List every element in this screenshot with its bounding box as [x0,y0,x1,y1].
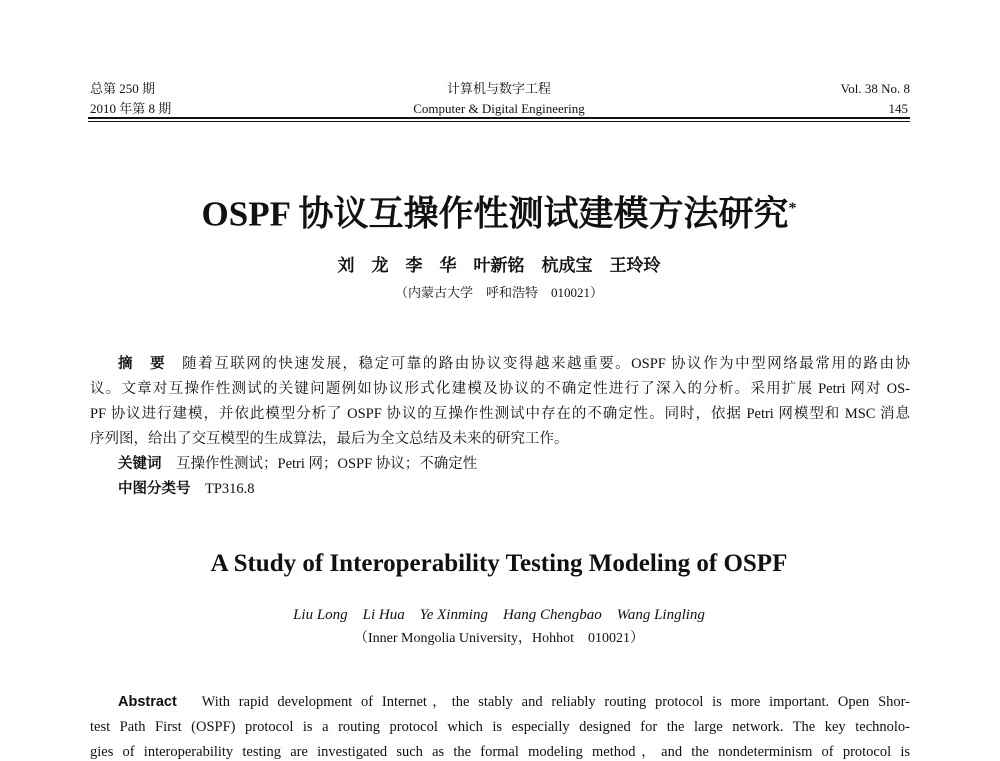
affiliation-cn: （内蒙古大学 呼和浩特 010021） [394,285,603,300]
authors-en: Liu Long Li Hua Ye Xinming Hang Chengbao Wang Lingling [293,607,705,623]
authors-cn: 刘 龙 李 华 叶新铭 杭成宝 王玲玲 [337,256,661,275]
abstract-cn-line-4: 序列图，给出了交互模型的生成算法，最后为全文总结及未来的研究工作。 [90,431,569,447]
keywords-value: 互操作性测试；Petri 网；OSPF 协议；不确定性 [176,456,478,472]
title-en: A Study of Interoperability Testing Modeling of OSPF [210,550,788,577]
title-cn-text: OSPF 协议互操作性测试建模方法研究 [201,194,789,234]
title-cn [88,188,910,236]
title-footnote-mark: * [788,200,797,217]
header-rule [88,117,910,119]
abstract-en-line-3: gies of interoperability testing are investigated such as the formal modeling method，and the nondeterminism of protocol is [90,744,910,760]
abstract-cn-line-1 [118,355,910,373]
abstract-en-line-2: test Path First (OSPF) protocol is a routing protocol which is especially designed for the large network. The key technolo- [90,719,910,735]
journal-name-cn: 计算机与数字工程 [446,81,551,96]
issue-total: 总第 250 期 [90,81,156,96]
classification-value: TP316.8 [205,481,255,497]
classification-label: 中图分类号 [118,481,191,497]
abstract-cn-line-2: 议。文章对互操作性测试的关键问题例如协议形式化建模及协议的不确定性进行了深入的分析。采用扩展 Petri 网对 OS- [90,381,910,397]
volume: Vol. 38 No. 8 [840,81,910,96]
abstract-cn-text: 随着互联网的快速发展，稳定可靠的路由协议变得越来越重要。OSPF 协议作为中型网络最常用的路由协 [182,356,910,372]
abstract-en-text: With rapid development of Internet，the stably and reliably routing protocol is more important. Open Shor- [201,694,911,710]
issue-year: 2010 年第 8 期 [90,101,172,116]
keywords-cn [118,455,910,473]
header-rule-thin [88,121,910,122]
journal-name-en: Computer & Digital Engineering [413,101,585,116]
abstract-en-label: Abstract [118,694,177,710]
abstract-cn-label: 摘 要 [118,356,167,372]
abstract-en-line-1 [118,693,910,711]
affiliation-en: （Inner Mongolia University，Hohhot 010021） [353,631,645,646]
page-number: 145 [888,101,908,116]
abstract-cn-line-3: PF 协议进行建模，并依此模型分析了 OSPF 协议的互操作性测试中存在的不确定性。同时，依据 Petri 网模型和 MSC 消息 [90,406,910,422]
keywords-label: 关键词 [118,456,162,472]
classification [118,480,910,498]
